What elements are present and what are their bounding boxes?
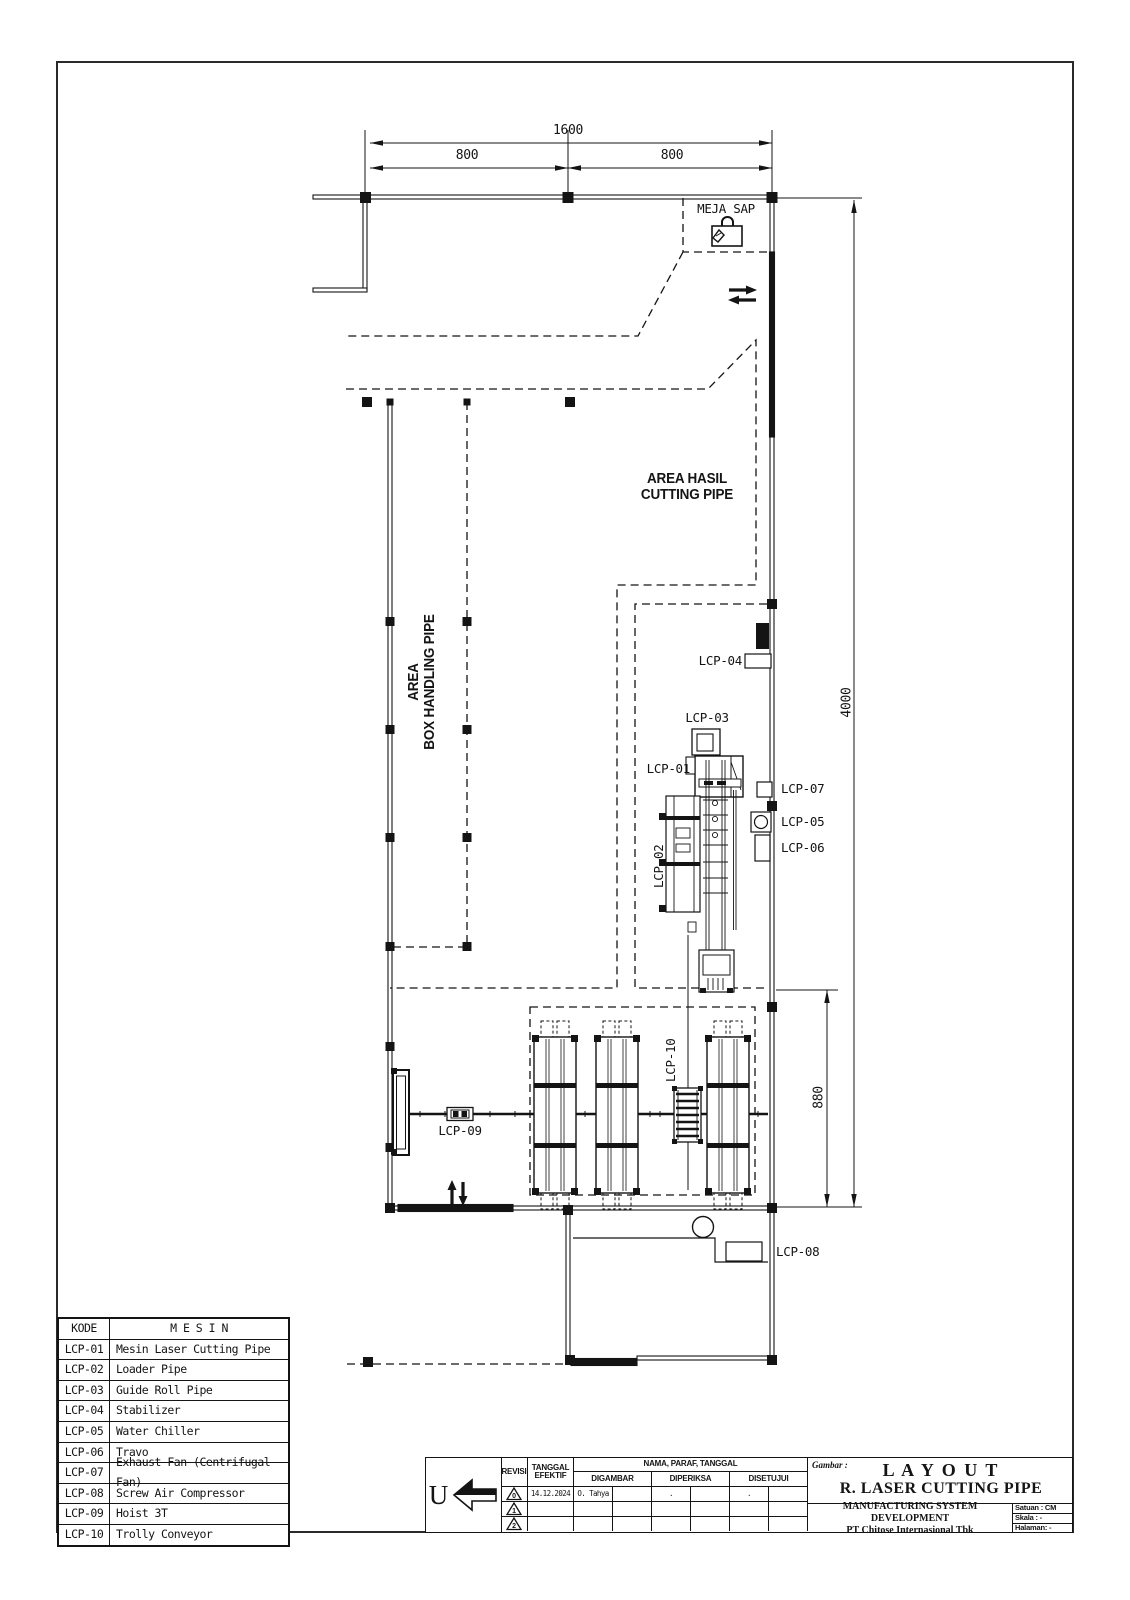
legend-header-row bbox=[59, 1319, 288, 1339]
label-lcp07: LCP-07 bbox=[781, 781, 825, 796]
drawing-title: L A Y O U T bbox=[882, 1460, 1000, 1480]
label-lcp08: LCP-08 bbox=[776, 1244, 820, 1259]
travo-unit bbox=[755, 835, 770, 861]
dim-800-left: 800 bbox=[455, 148, 479, 163]
satuan-row: Satuan : CM bbox=[1015, 1503, 1057, 1512]
label-lcp10: LCP-10 bbox=[662, 1038, 678, 1082]
nama-paraf-header: NAMA, PARAF, TANGGAL bbox=[574, 1458, 808, 1472]
disetujui-header: DISETUJUI bbox=[730, 1472, 808, 1487]
rev-digambar: O. Tahya bbox=[574, 1487, 613, 1502]
label-lcp09: LCP-09 bbox=[438, 1123, 482, 1138]
tanggal-header: TANGGAL EFEKTIF bbox=[528, 1458, 574, 1487]
revision-triangle-icon bbox=[506, 1487, 522, 1501]
label-lcp02: LCP-02 bbox=[650, 844, 666, 888]
svg-text:2: 2 bbox=[512, 1523, 516, 1530]
north-indicator bbox=[426, 1458, 502, 1532]
label-lcp01: LCP-01 bbox=[646, 761, 690, 776]
label-lcp04: LCP-04 bbox=[698, 653, 742, 668]
revision-mark bbox=[501, 1487, 528, 1502]
gambar-label: Gambar : bbox=[812, 1460, 848, 1470]
rev-diperiksa: . bbox=[652, 1487, 691, 1502]
transfer-arrows-icon bbox=[728, 286, 757, 305]
legend-row: LCP-06 Travo bbox=[59, 1442, 288, 1463]
rev-date: 14.12.2024 bbox=[528, 1487, 574, 1502]
legend-row: LCP-03 Guide Roll Pipe bbox=[59, 1380, 288, 1401]
drawing-title-section bbox=[808, 1458, 1074, 1536]
stabilizer-unit bbox=[745, 654, 771, 668]
top-dimensions bbox=[365, 130, 772, 195]
meja-sap-label: MEJA SAP bbox=[697, 201, 755, 216]
svg-text:0: 0 bbox=[512, 1493, 516, 1500]
area-box-handling-label: AREA BOX HANDLING PIPE bbox=[406, 614, 438, 750]
legend-row: LCP-05 Water Chiller bbox=[59, 1421, 288, 1442]
legend-row: LCP-01 Mesin Laser Cutting Pipe bbox=[59, 1339, 288, 1360]
label-lcp05: LCP-05 bbox=[781, 814, 825, 829]
rev-disetujui: . bbox=[730, 1487, 769, 1502]
sheet-info bbox=[1013, 1504, 1074, 1533]
legend-row: LCP-10 Trolly Conveyor bbox=[59, 1524, 288, 1545]
hoist-carriage bbox=[447, 1108, 473, 1121]
exhaust-fan-unit bbox=[757, 782, 772, 797]
compressor-room bbox=[573, 1217, 768, 1263]
north-arrow-icon bbox=[450, 1476, 498, 1514]
legend-row: LCP-04 Stabilizer bbox=[59, 1400, 288, 1421]
label-lcp03: LCP-03 bbox=[685, 710, 729, 725]
legend-row: LCP-08 Screw Air Compressor bbox=[59, 1483, 288, 1504]
revision-mark bbox=[501, 1517, 528, 1531]
door-arrows-icon bbox=[448, 1180, 468, 1206]
revision-mark bbox=[501, 1502, 528, 1517]
machine-legend-table bbox=[57, 1317, 290, 1547]
meja-sap-desk-icon bbox=[712, 217, 742, 246]
legend-row: LCP-09 Hoist 3T bbox=[59, 1503, 288, 1524]
revision-table bbox=[501, 1458, 808, 1532]
legend-row: LCP-02 Loader Pipe bbox=[59, 1359, 288, 1380]
page-border bbox=[57, 62, 1073, 1532]
label-lcp06: LCP-06 bbox=[781, 840, 825, 855]
revisi-header: REVISI bbox=[501, 1458, 528, 1487]
dim-880: 880 bbox=[811, 1086, 827, 1109]
area-hasil-label: AREA HASIL CUTTING PIPE bbox=[640, 471, 734, 503]
svg-text:1: 1 bbox=[512, 1508, 516, 1515]
air-compressor-unit bbox=[726, 1242, 762, 1261]
department-company: MANUFACTURING SYSTEM DEVELOPMENT PT Chitose Internasional Tbk bbox=[808, 1504, 1013, 1533]
dim-4000: 4000 bbox=[839, 687, 855, 718]
drawing-subtitle: R. LASER CUTTING PIPE bbox=[839, 1479, 1043, 1497]
digambar-header: DIGAMBAR bbox=[574, 1472, 652, 1487]
dim-800-right: 800 bbox=[660, 148, 684, 163]
revision-triangle-icon bbox=[506, 1502, 522, 1516]
revision-triangle-icon bbox=[506, 1517, 522, 1531]
air-receiver-tank bbox=[693, 1217, 714, 1238]
diperiksa-header: DIPERIKSA bbox=[652, 1472, 730, 1487]
legend-row: LCP-07 Exhaust Fan (Centrifugal Fan) bbox=[59, 1462, 288, 1483]
stabilizer-block bbox=[756, 623, 769, 649]
north-letter: U bbox=[428, 1479, 449, 1510]
halaman-row: Halaman: - bbox=[1013, 1523, 1074, 1533]
legend-header-kode: KODE bbox=[59, 1319, 110, 1339]
title-block bbox=[425, 1457, 1073, 1536]
dim-1600: 1600 bbox=[552, 123, 584, 138]
legend-header-mesin: M E S I N bbox=[170, 1321, 228, 1335]
skala-row: Skala : - bbox=[1013, 1513, 1074, 1523]
utility-equipment bbox=[745, 623, 772, 861]
